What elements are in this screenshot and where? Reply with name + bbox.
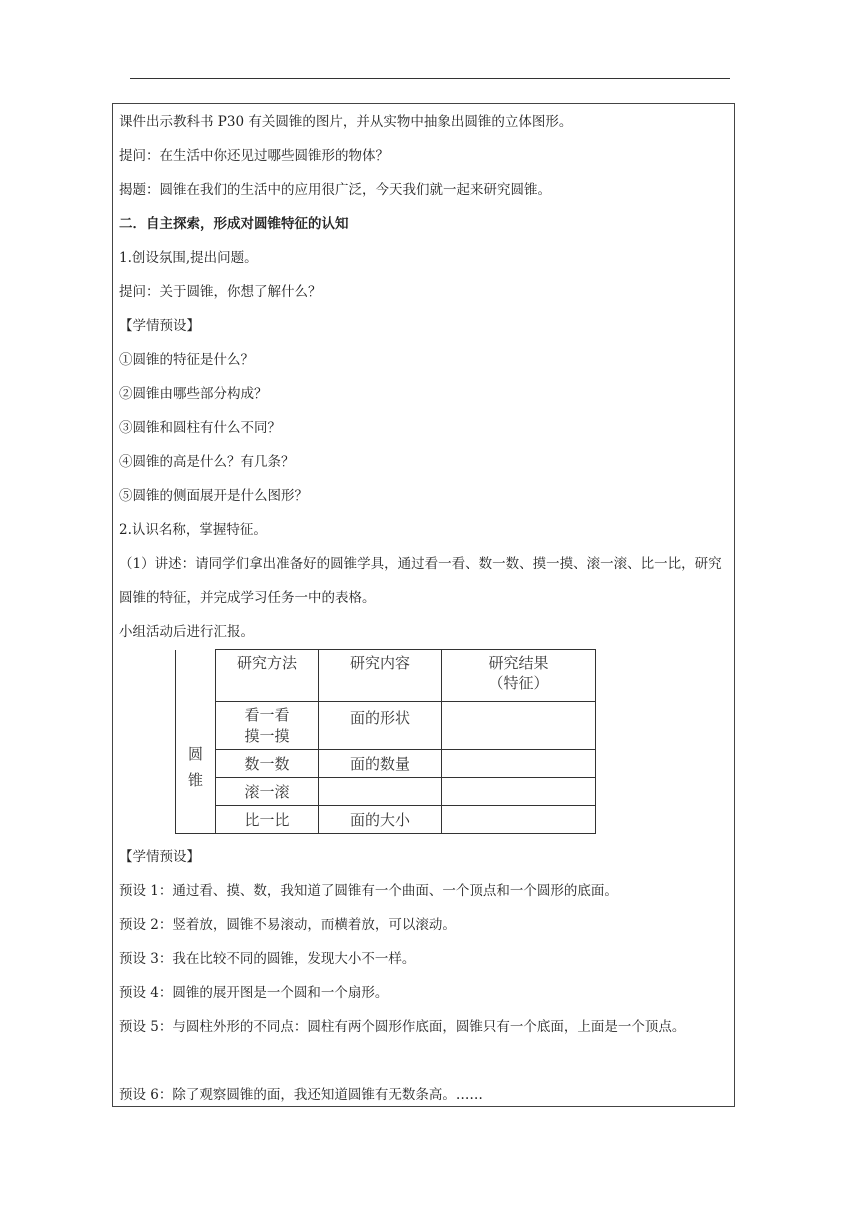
row-label-char: 锥 xyxy=(187,771,203,790)
method-line: 摸一摸 xyxy=(244,726,290,745)
table-cell-content: 面的大小 xyxy=(319,806,442,834)
text-line: 预设 2：竖着放，圆锥不易滚动，而横着放，可以滚动。 xyxy=(119,917,456,933)
text-line: 【学情预设】 xyxy=(119,849,200,865)
text-paragraph: （1）讲述：请同学们拿出准备好的圆锥学具，通过看一看、数一数、摸一摸、滚一滚、比一比，研究圆锥的特征，并完成学习任务一中的表格。 xyxy=(119,556,722,606)
text-line: 预设 1：通过看、摸、数，我知道了圆锥有一个曲面、一个顶点和一个圆形的底面。 xyxy=(119,883,618,899)
text-line: ②圆锥由哪些部分构成？ xyxy=(119,386,268,402)
table-cell-method: 滚一滚 xyxy=(216,778,319,806)
research-table xyxy=(175,649,596,834)
table-cell-result xyxy=(442,806,596,834)
table-row-label xyxy=(176,702,216,834)
section-heading: 二．自主探索，形成对圆锥特征的认知 xyxy=(119,216,349,232)
table-cell-result xyxy=(442,702,596,750)
text-line: 提问：在生活中你还见过哪些圆锥形的物体？ xyxy=(119,148,389,164)
table-header-result-line2: （特征） xyxy=(488,674,549,692)
text-paragraph: 预设 5：与圆柱外形的不同点：圆柱有两个圆形作底面，圆锥只有一个底面，上面是一个顶点。 xyxy=(119,1019,686,1035)
table-header-method: 研究方法 xyxy=(216,650,319,702)
table-cell-method: 数一数 xyxy=(216,750,319,778)
method-line: 看一看 xyxy=(244,705,290,724)
text-line: 提问：关于圆锥，你想了解什么？ xyxy=(119,284,322,300)
text-line: 揭题：圆锥在我们的生活中的应用很广泛，今天我们就一起来研究圆锥。 xyxy=(119,182,551,198)
table-cell-content xyxy=(319,778,442,806)
text-line: 小组活动后进行汇报。 xyxy=(119,624,254,640)
text-line: 【学情预设】 xyxy=(119,318,200,334)
table-cell-result xyxy=(442,750,596,778)
table-cell-result xyxy=(442,778,596,806)
text-line: ③圆锥和圆柱有什么不同？ xyxy=(119,420,281,436)
text-line: 课件出示教科书 P30 有关圆锥的图片，并从实物中抽象出圆锥的立体图形。 xyxy=(119,114,573,130)
table-cell-method xyxy=(216,702,319,750)
table-cell-content: 面的形状 xyxy=(319,702,442,750)
table-cell-content: 面的数量 xyxy=(319,750,442,778)
table-header-result-line1: 研究结果 xyxy=(488,654,549,672)
table-header-content: 研究内容 xyxy=(319,650,442,702)
text-line: 2.认识名称，掌握特征。 xyxy=(119,522,267,538)
text-line: 预设 4：圆锥的展开图是一个圆和一个扇形。 xyxy=(119,985,389,1001)
text-line: ④圆锥的高是什么？有几条？ xyxy=(119,454,295,470)
text-line: 预设 6：除了观察圆锥的面，我还知道圆锥有无数条高。…… xyxy=(119,1087,483,1103)
text-line: 1.创设氛围,提出问题。 xyxy=(119,250,258,266)
text-line: ①圆锥的特征是什么？ xyxy=(119,352,254,368)
lesson-frame xyxy=(112,103,735,1107)
table-cell-method: 比一比 xyxy=(216,806,319,834)
row-label-char: 圆 xyxy=(187,745,203,764)
header-rule xyxy=(130,78,730,79)
table-header-result xyxy=(442,650,596,702)
text-line: ⑤圆锥的侧面展开是什么图形？ xyxy=(119,488,308,504)
text-line: 预设 3：我在比较不同的圆锥，发现大小不一样。 xyxy=(119,951,416,967)
table-corner-cell xyxy=(176,650,216,702)
